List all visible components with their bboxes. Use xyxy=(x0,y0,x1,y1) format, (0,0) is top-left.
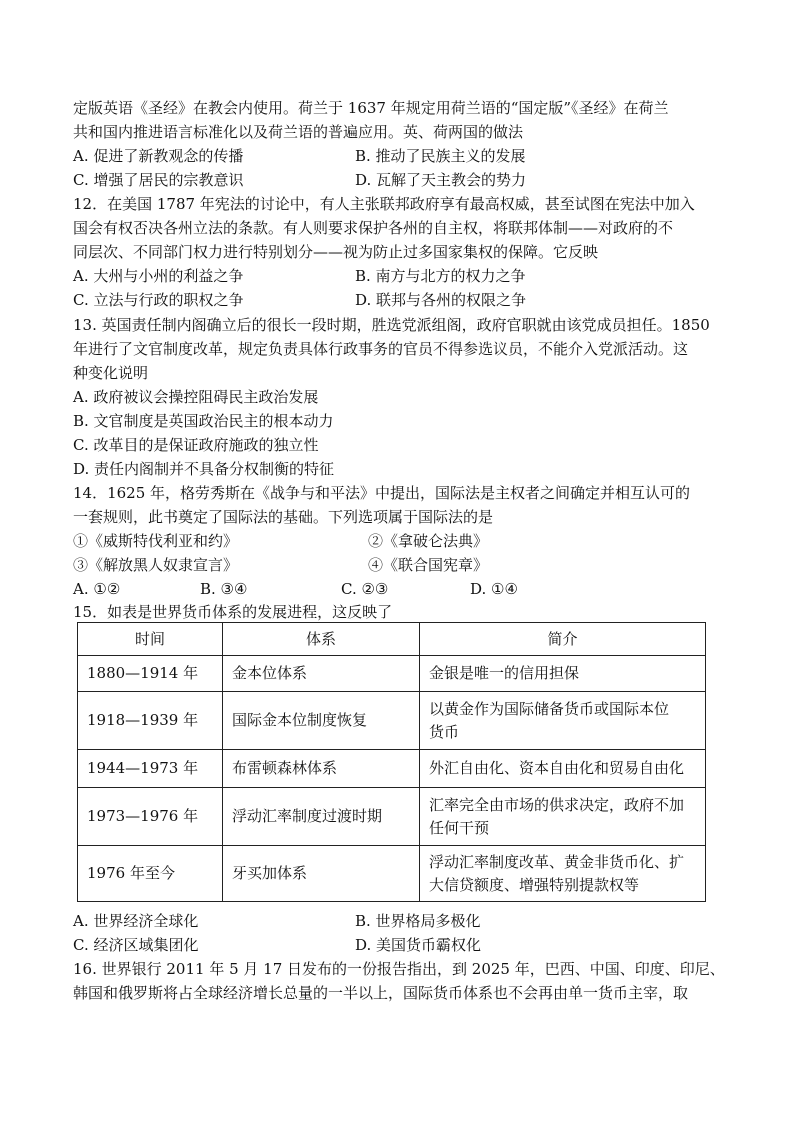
table-header-desc: 简介 xyxy=(420,623,706,656)
table-cell-time: 1944—1973 年 xyxy=(78,750,223,788)
table-row xyxy=(78,656,706,692)
desc-line: 汇率完全由市场的供求决定，政府不加 xyxy=(429,795,685,814)
q14-item-3: ③《解放黑人奴隶宣言》 xyxy=(73,556,239,574)
table-row xyxy=(78,692,706,750)
q14-item-4: ④《联合国宪章》 xyxy=(368,556,489,574)
table-row xyxy=(78,846,706,902)
table-row xyxy=(78,788,706,846)
q14-item-1: ①《威斯特伐利亚和约》 xyxy=(73,532,239,550)
q14-option-a: A. ①② xyxy=(73,580,121,598)
q13-option-c: C. 改革目的是保证政府施政的独立性 xyxy=(73,436,319,454)
q11-text-line: 共和国内推进语言标准化以及荷兰语的普遍应用。英、荷两国的做法 xyxy=(73,123,524,141)
table-cell-system: 国际金本位制度恢复 xyxy=(223,692,420,750)
q11-text-line: 定版英语《圣经》在教会内使用。荷兰于 1637 年规定用荷兰语的“国定版”《圣经》在荷兰 xyxy=(73,99,669,117)
table-header-system: 体系 xyxy=(223,623,420,656)
q16-text-line: 韩国和俄罗斯将占全球经济增长总量的一半以上，国际货币体系也不会再由单一货币主宰，取 xyxy=(73,984,689,1002)
q14-text-line: 一套规则，此书奠定了国际法的基础。下列选项属于国际法的是 xyxy=(73,508,494,526)
q13-text-line: 种变化说明 xyxy=(73,364,149,382)
q14-text-line: 14．1625 年，格劳秀斯在《战争与和平法》中提出，国际法是主权者之间确定并相互认可的 xyxy=(73,484,691,502)
q12-option-d: D. 联邦与各州的权限之争 xyxy=(355,291,527,309)
table-cell-desc xyxy=(420,750,706,788)
table-cell-desc xyxy=(420,788,706,846)
table-cell-desc xyxy=(420,846,706,902)
q14-item-2: ②《拿破仑法典》 xyxy=(368,532,489,550)
q12-option-c: C. 立法与行政的职权之争 xyxy=(73,291,244,309)
table-header-row xyxy=(78,623,706,656)
table-cell-system: 布雷顿森林体系 xyxy=(223,750,420,788)
q11-option-d: D. 瓦解了天主教会的势力 xyxy=(355,171,527,189)
desc-line: 外汇自由化、资本自由化和贸易自由化 xyxy=(429,759,685,777)
q16-text-line: 16. 世界银行 2011 年 5 月 17 日发布的一份报告指出，到 2025 年，巴西、中国、印度、印尼、 xyxy=(73,960,725,978)
desc-line: 货币 xyxy=(429,722,460,741)
table-cell-time: 1918—1939 年 xyxy=(78,692,223,750)
currency-system-table xyxy=(77,622,706,902)
table-cell-time: 1973—1976 年 xyxy=(78,788,223,846)
q13-option-a: A. 政府被议会操控阻碍民主政治发展 xyxy=(73,388,319,406)
table-cell-time: 1976 年至今 xyxy=(78,846,223,902)
table-row xyxy=(78,750,706,788)
q13-text-line: 13. 英国责任制内阁确立后的很长一段时期，胜选党派组阁，政府官职就由该党成员担任。1850 xyxy=(73,316,710,334)
q13-option-b: B. 文官制度是英国政治民主的根本动力 xyxy=(73,412,334,430)
q13-text-line: 年进行了文官制度改革，规定负责具体行政事务的官员不得参选议员，不能介入党派活动。这 xyxy=(73,340,689,358)
table-cell-desc xyxy=(420,656,706,692)
desc-line: 浮动汇率制度改革、黄金非货币化、扩 xyxy=(429,852,685,871)
desc-line: 大信贷额度、增强特别提款权等 xyxy=(429,875,640,894)
q15-option-d: D. 美国货币霸权化 xyxy=(355,936,482,954)
q13-option-d: D. 责任内阁制并不具备分权制衡的特征 xyxy=(73,460,335,478)
q11-option-c: C. 增强了居民的宗教意识 xyxy=(73,171,244,189)
q14-option-b: B. ③④ xyxy=(200,580,248,598)
q12-text-line: 12．在美国 1787 年宪法的讨论中，有人主张联邦政府享有最高权威，甚至试图在宪法中加入 xyxy=(73,195,695,213)
table-cell-system: 金本位体系 xyxy=(223,656,420,692)
desc-line: 以黄金作为国际储备货币或国际本位 xyxy=(429,699,670,718)
q11-option-a: A. 促进了新教观念的传播 xyxy=(73,147,244,165)
q15-stem: 15．如表是世界货币体系的发展进程，这反映了 xyxy=(73,603,393,621)
q11-option-b: B. 推动了民族主义的发展 xyxy=(355,147,526,165)
table-cell-time: 1880—1914 年 xyxy=(78,656,223,692)
desc-line: 任何干预 xyxy=(429,818,490,837)
q14-option-c: C. ②③ xyxy=(341,580,389,598)
desc-line: 金银是唯一的信用担保 xyxy=(429,664,580,682)
q15-option-b: B. 世界格局多极化 xyxy=(355,912,481,930)
q15-option-c: C. 经济区域集团化 xyxy=(73,936,199,954)
q12-text-line: 国会有权否决各州立法的条款。有人则要求保护各州的自主权，将联邦体制——对政府的不 xyxy=(73,219,674,237)
q12-option-b: B. 南方与北方的权力之争 xyxy=(355,267,526,285)
q12-option-a: A. 大州与小州的利益之争 xyxy=(73,267,244,285)
table-cell-system: 浮动汇率制度过渡时期 xyxy=(223,788,420,846)
table-cell-desc xyxy=(420,692,706,750)
table-cell-system: 牙买加体系 xyxy=(223,846,420,902)
q14-option-d: D. ①④ xyxy=(470,580,518,598)
q15-option-a: A. 世界经济全球化 xyxy=(73,912,199,930)
table-header-time: 时间 xyxy=(78,623,223,656)
q12-text-line: 同层次、不同部门权力进行特别划分——视为防止过多国家集权的保障。它反映 xyxy=(73,243,599,261)
